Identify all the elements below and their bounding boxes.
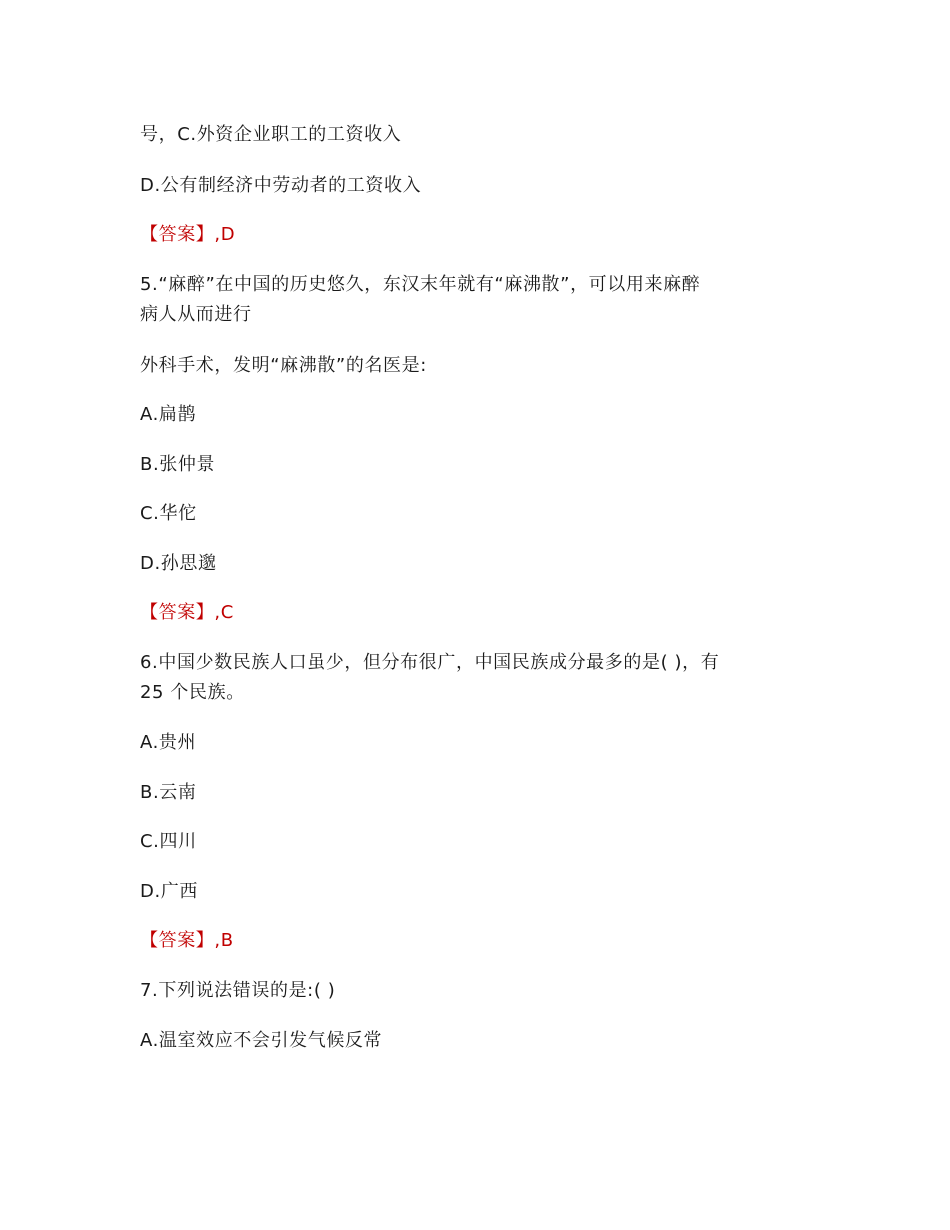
option-d-q4: D.公有制经济中劳动者的工资收入 (140, 175, 422, 196)
answer-q6: 【答案】,B (140, 930, 234, 951)
option-c-q6: C.四川 (140, 831, 197, 852)
question-5-line3: 外科手术，发明“麻沸散”的名医是: (140, 355, 427, 376)
option-a-q5: A.扁鹊 (140, 404, 197, 425)
question-7: 7.下列说法错误的是:( ) (140, 980, 336, 1001)
question-5-line1: 5.“麻醉”在中国的历史悠久，东汉末年就有“麻沸散”，可以用来麻醉 (140, 274, 701, 295)
option-c-q5: C.华佗 (140, 503, 197, 524)
question-5-line2: 病人从而进行 (140, 304, 252, 325)
option-a-q6: A.贵州 (140, 732, 197, 753)
answer-q4: 【答案】,D (140, 224, 236, 245)
question-6-line2: 25 个民族。 (140, 682, 245, 703)
option-d-q5: D.孙思邈 (140, 553, 217, 574)
option-b-q6: B.云南 (140, 782, 197, 803)
option-b-q5: B.张仲景 (140, 454, 216, 475)
answer-q5: 【答案】,C (140, 602, 234, 623)
option-c-q4: 号，C.外资企业职工的工资收入 (140, 124, 402, 145)
question-6-line1: 6.中国少数民族人口虽少，但分布很广，中国民族成分最多的是( )，有 (140, 652, 720, 673)
option-d-q6: D.广西 (140, 881, 198, 902)
option-a-q7: A.温室效应不会引发气候反常 (140, 1030, 383, 1051)
